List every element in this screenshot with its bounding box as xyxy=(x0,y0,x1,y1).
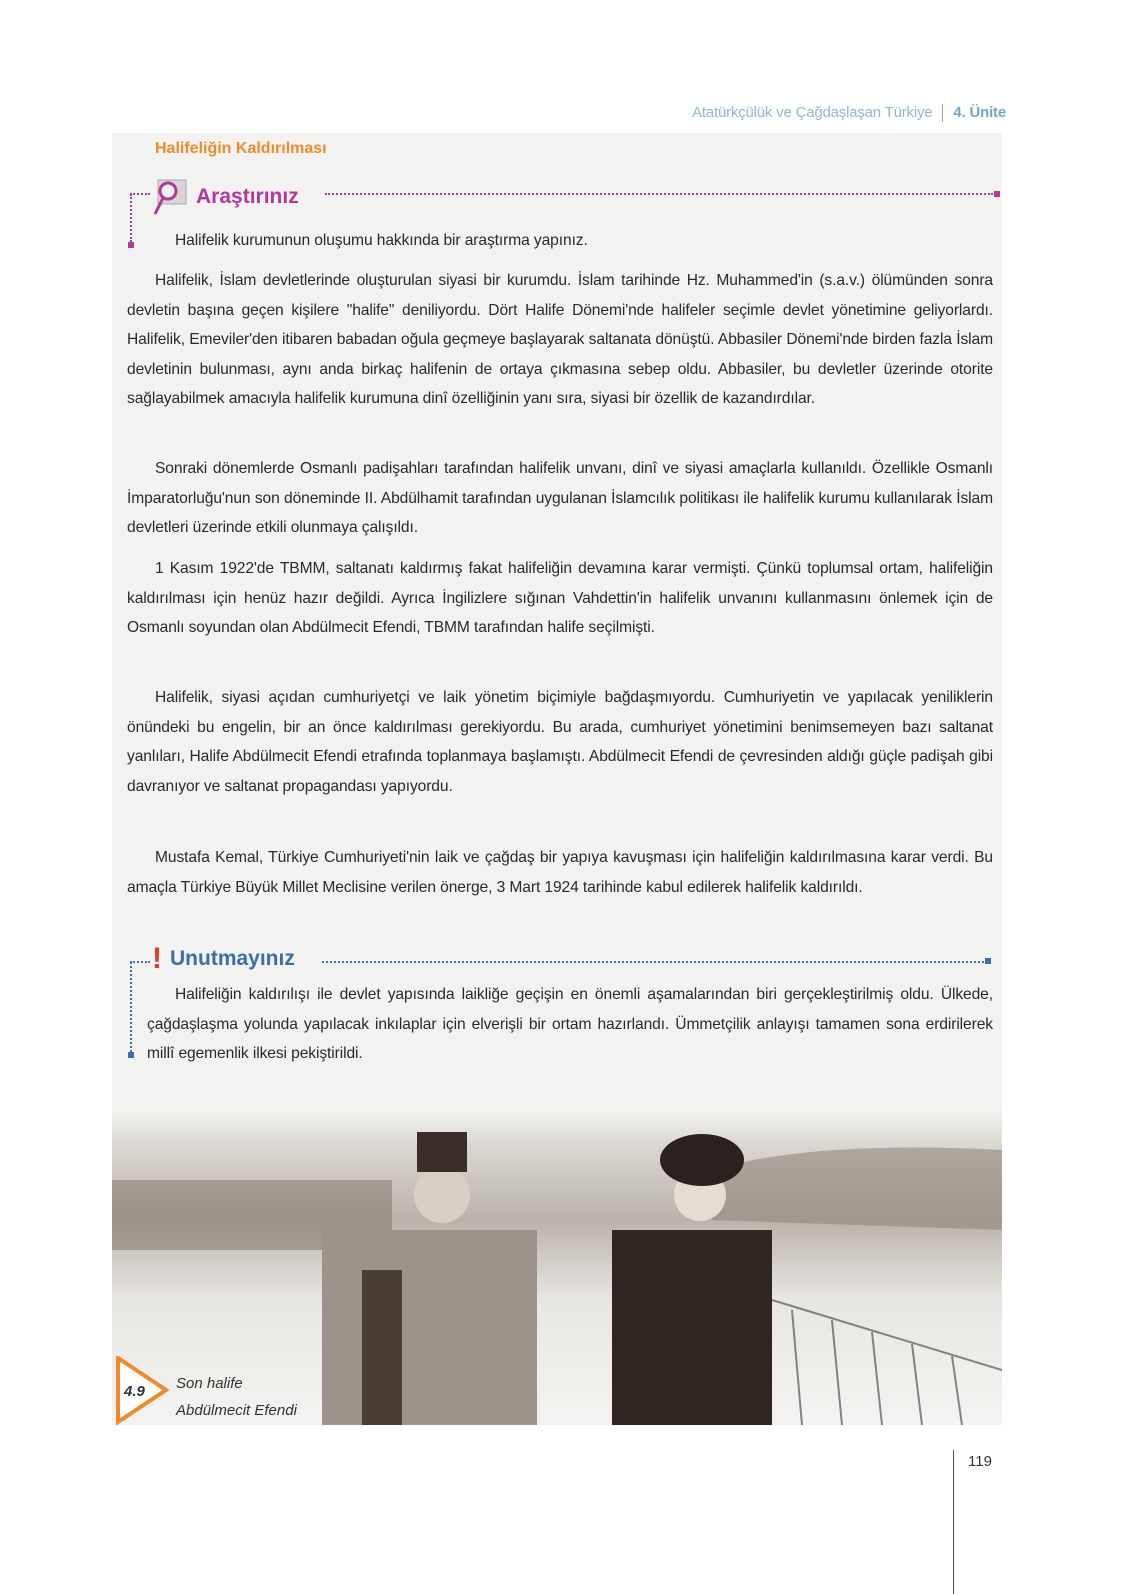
book-title: Atatürkçülük ve Çağdaşlaşan Türkiye xyxy=(692,104,933,121)
reminder-box-header xyxy=(152,944,295,974)
page-number: 119 xyxy=(968,1453,992,1470)
magnifier-icon xyxy=(150,178,190,216)
header-divider xyxy=(942,104,943,122)
page-number-rule xyxy=(953,1450,954,1594)
research-box-text: Halifelik kurumunun oluşumu hakkında bir araştırma yapınız. xyxy=(175,232,588,249)
reminder-box-border-left xyxy=(130,962,132,1052)
reminder-box-label: Unutmayınız xyxy=(170,947,295,970)
research-box-label: Araştırınız xyxy=(196,185,299,208)
reminder-box-top-rule xyxy=(322,961,984,963)
research-box-top-rule xyxy=(325,193,993,195)
reminder-box-end-marker xyxy=(985,958,991,964)
research-box-marker xyxy=(128,242,134,248)
research-box-border xyxy=(130,193,150,195)
reminder-box-text: Halifeliğin kaldırılışı ile devlet yapısında laikliğe geçişin en önemli aşamalarından biri gerçekleştirilmiş oldu. Ülkede, çağdaşlaşma yolunda yapılacak inkılaplar için elverişli bir ortam hazırlandı. Ümmetçilik anlayışı tamamen sona erdirilerek millî egemenlik ilkesi pekiştirildi. xyxy=(147,986,993,1063)
running-header xyxy=(692,104,1006,122)
unit-label: 4. Ünite xyxy=(953,104,1006,121)
caption-line-2: Abdülmecit Efendi xyxy=(176,1402,297,1419)
research-box-border-left xyxy=(130,194,132,242)
paragraph-5: Mustafa Kemal, Türkiye Cumhuriyeti'nin laik ve çağdaş bir yapıya kavuşması için halifeliğin kaldırılmasına karar verdi. Bu amaçla Türkiye Büyük Millet Meclisine verilen önerge, 3 Mart 1924 tarihinde kabul edilerek halifelik kaldırıldı. xyxy=(127,849,993,896)
paragraph-4: Halifelik, siyasi açıdan cumhuriyetçi ve laik yönetim biçimiyle bağdaşmıyordu. Cumhuriyetin ve yapılacak yeniliklerin önündeki bu engelin, bir an önce kaldırılması gerekiyordu. Bu arada, cumhuriyet yönetimini benimsemeyen bazı saltanat yanlıları, Halife Abdülmecit Efendi etrafında toplanmaya başlamıştı. Abdülmecit Efendi de çevresinden aldığı güçle padişah gibi davranıyor ve saltanat propagandası yapıyordu. xyxy=(127,689,993,795)
figure-number-badge xyxy=(114,1356,170,1426)
research-box-end-marker xyxy=(994,191,1000,197)
section-title: Halifeliğin Kaldırılması xyxy=(155,140,327,157)
research-box-header xyxy=(150,178,299,216)
figure-caption xyxy=(176,1370,297,1424)
paragraph-2: Sonraki dönemlerde Osmanlı padişahları tarafından halifelik unvanı, dinî ve siyasi amaçlarla kullanıldı. Özellikle Osmanlı İmparatorluğu'nun son döneminde II. Abdülhamit tarafından uygulanan İslamcılık politikası ile halifelik kurumu kullanılarak İslam devletleri üzerinde etkili olunmaya çalışıldı. xyxy=(127,460,993,537)
exclamation-icon: ! xyxy=(152,942,162,975)
figure-number: 4.9 xyxy=(124,1383,145,1400)
paragraph-3: 1 Kasım 1922'de TBMM, saltanatı kaldırmış fakat halifeliğin devamına karar vermişti. Çünkü toplumsal ortam, halifeliğin kaldırılması için henüz hazır değildi. Ayrıca İngilizlere sığınan Vahdettin'in halifelik unvanını kullanmasını önlemek için de Osmanlı soyundan olan Abdülmecit Efendi, TBMM tarafından halife seçilmişti. xyxy=(127,560,993,637)
reminder-box-border xyxy=(130,961,150,963)
reminder-box-marker xyxy=(128,1052,134,1058)
caption-line-1: Son halife xyxy=(176,1375,243,1392)
paragraph-1: Halifelik, İslam devletlerinde oluşturulan siyasi bir kurumdu. İslam tarihinde Hz. Muhammed'in (s.a.v.) ölümünden sonra devletin başına geçen kişilere "halife" deniliyordu. Dört Halife Dönemi'nde halifeler seçimle devlet yönetimine geliyorlardı. Halifelik, Emeviler'den itibaren babadan oğula geçmeye başlayarak saltanata dönüştü. Abbasiler Dönemi'nde birden fazla İslam devletinin bulunması, aynı anda birkaç halifenin de ortaya çıkmasına sebep oldu. Abbasiler, bu devletler üzerinde otorite sağlayabilmek amacıyla halifelik kurumuna dinî özelliğinin yanı sıra, siyasi bir özellik de kazandırdılar. xyxy=(127,272,993,408)
